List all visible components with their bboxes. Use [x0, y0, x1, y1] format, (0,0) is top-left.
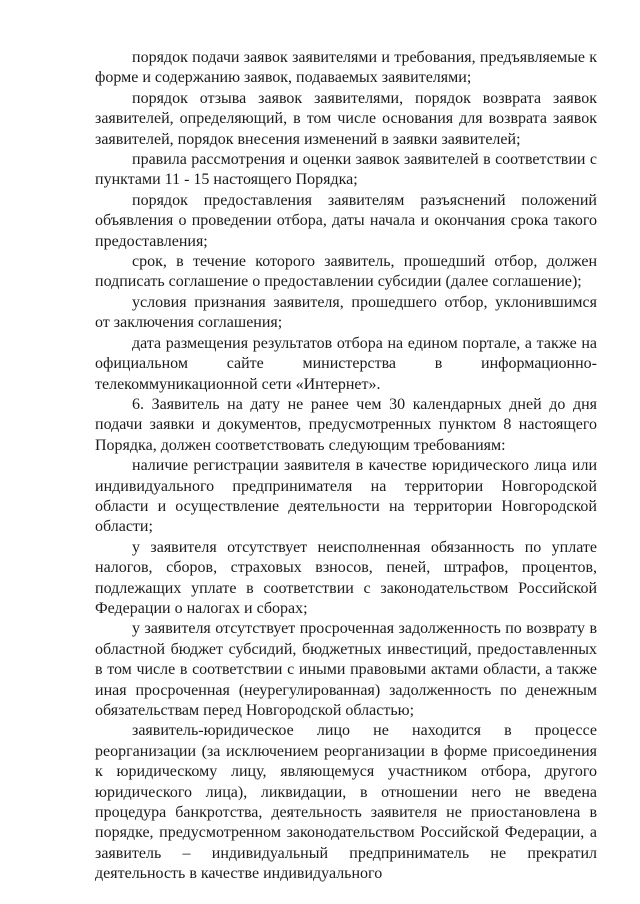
- paragraph: порядок отзыва заявок заявителями, порядок возврата заявок заявителей, определяющий, в том числе основания для возврата заявок заявителей, порядок внесения изменений в заявки заявителей;: [95, 89, 597, 148]
- paragraph: условия признания заявителя, прошедшего отбор, уклонившимся от заключения соглашения;: [95, 293, 597, 332]
- paragraph: у заявителя отсутствует просроченная задолженность по возврату в областной бюджет субсидий, бюджетных инвестиций, предоставленных в том числе в соответствии с иными правовыми актами области, а также иная просроченная (неурегулированная) задолженность по денежным обязательствам перед Новгородской областью;: [95, 620, 597, 719]
- paragraph: дата размещения результатов отбора на едином портале, а также на официальном сайте министерства в информационно-телекоммуникационной сети «Интернет».: [95, 334, 597, 393]
- paragraph: правила рассмотрения и оценки заявок заявителей в соответствии с пунктами 11 - 15 настоящего Порядка;: [95, 151, 597, 189]
- paragraph: заявитель-юридическое лицо не находится в процессе реорганизации (за исключением реорганизации в форме присоединения к юридическому лицу, являющемуся участником отбора, другого юридического лица), ликвидации, в отношении него не введена процедура банкротства, деятельность заявителя не приостановлена в порядке, предусмотренном законодательством Российской Федерации, а заявитель – индивидуальный предприниматель не прекратил деятельность в качестве индивидуального: [95, 722, 597, 883]
- paragraph: порядок подачи заявок заявителями и требования, предъявляемые к форме и содержанию заявок, подаваемых заявителями;: [95, 49, 597, 87]
- paragraph: наличие регистрации заявителя в качестве юридического лица или индивидуального предпринимателя на территории Новгородской области и осуществление деятельности на территории Новгородской области;: [95, 457, 597, 536]
- paragraph: порядок предоставления заявителям разъяснений положений объявления о проведении отбора, даты начала и окончания срока такого предоставления;: [95, 191, 597, 250]
- document-body: [95, 48, 597, 885]
- paragraph: срок, в течение которого заявитель, прошедший отбор, должен подписать соглашение о предоставлении субсидии (далее соглашение);: [95, 253, 597, 291]
- paragraph: у заявителя отсутствует неисполненная обязанность по уплате налогов, сборов, страховых взносов, пеней, штрафов, процентов, подлежащих уплате в соответствии с законодательством Российской Федерации о налогах и сборах;: [95, 538, 597, 617]
- paragraph-item-6: 6. Заявитель на дату не ранее чем 30 календарных дней до дня подачи заявки и документов, предусмотренных пунктом 8 настоящего Порядка, должен соответствовать следующим требованиям:: [95, 395, 597, 454]
